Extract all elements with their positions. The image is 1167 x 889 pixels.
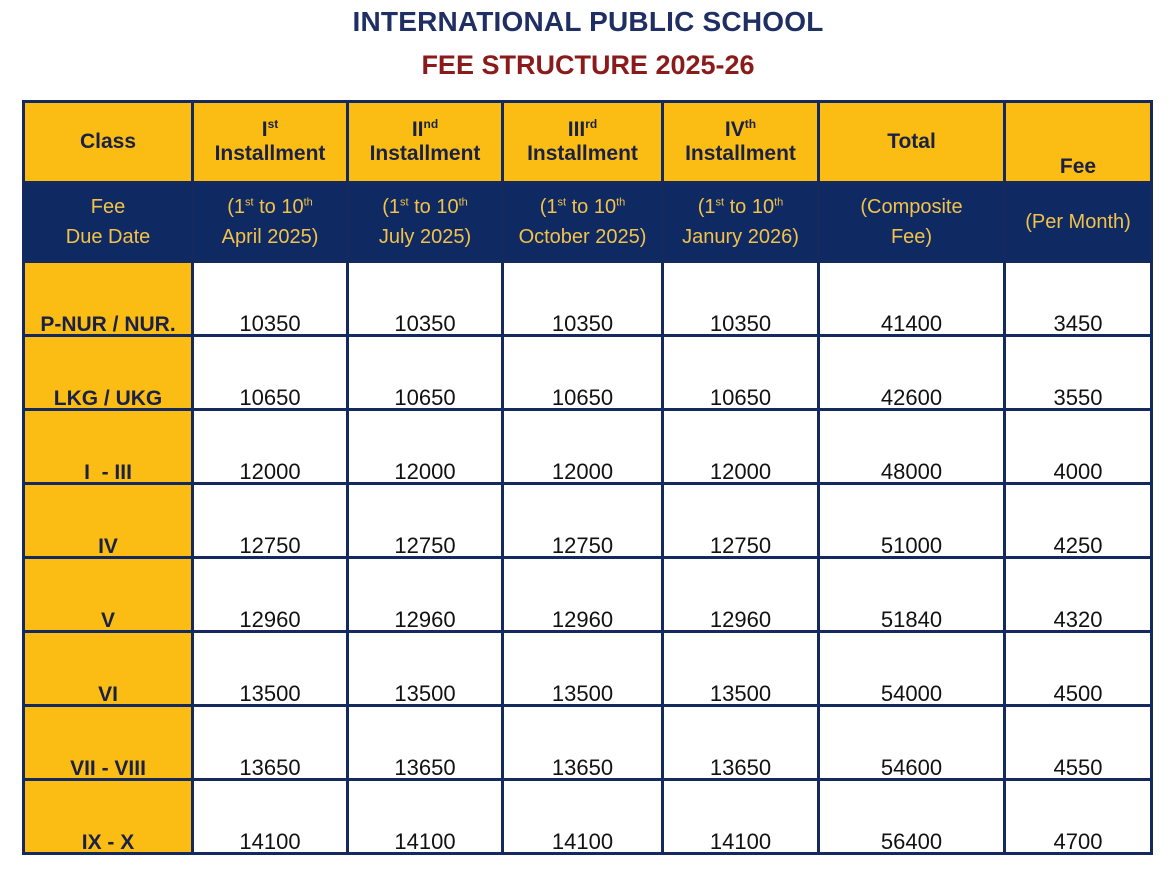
- table-row: [24, 558, 1152, 632]
- table-row: [24, 336, 1152, 410]
- second-installment-amount: 12750: [348, 484, 503, 558]
- monthly-fee: 4700: [1005, 780, 1152, 854]
- first-installment-amount: 14100: [193, 780, 348, 854]
- class-name: VII - VIII: [24, 706, 193, 780]
- fourth-installment-header: IVth Installment: [663, 102, 819, 183]
- fourth-installment-amount: 12960: [663, 558, 819, 632]
- total-amount: 51840: [819, 558, 1005, 632]
- fee-table: [22, 100, 1153, 855]
- class-name: V: [24, 558, 193, 632]
- total-amount: 54600: [819, 706, 1005, 780]
- third-installment-amount: 10350: [503, 262, 663, 336]
- class-name: I - III: [24, 410, 193, 484]
- second-installment-amount: 13650: [348, 706, 503, 780]
- table-row: [24, 780, 1152, 854]
- fourth-installment-due: (1st to 10th Janury 2026): [663, 183, 819, 262]
- fourth-installment-amount: 10650: [663, 336, 819, 410]
- class-name: P-NUR / NUR.: [24, 262, 193, 336]
- third-installment-amount: 10650: [503, 336, 663, 410]
- fee-per-month-note: (Per Month): [1005, 183, 1152, 262]
- monthly-fee: 4250: [1005, 484, 1152, 558]
- table-row: [24, 706, 1152, 780]
- total-amount: 42600: [819, 336, 1005, 410]
- third-installment-amount: 14100: [503, 780, 663, 854]
- second-installment-header: IInd Installment: [348, 102, 503, 183]
- monthly-fee: 4000: [1005, 410, 1152, 484]
- fourth-installment-amount: 13650: [663, 706, 819, 780]
- first-installment-header: Ist Installment: [193, 102, 348, 183]
- header-row: [24, 102, 1152, 183]
- second-installment-due: (1st to 10th July 2025): [348, 183, 503, 262]
- total-amount: 48000: [819, 410, 1005, 484]
- third-installment-amount: 12960: [503, 558, 663, 632]
- third-installment-amount: 13500: [503, 632, 663, 706]
- monthly-fee: 3450: [1005, 262, 1152, 336]
- first-installment-due: (1st to 10th April 2025): [193, 183, 348, 262]
- monthly-fee: 4550: [1005, 706, 1152, 780]
- fourth-installment-amount: 12750: [663, 484, 819, 558]
- third-installment-amount: 12000: [503, 410, 663, 484]
- fourth-installment-amount: 14100: [663, 780, 819, 854]
- first-installment-amount: 12000: [193, 410, 348, 484]
- table-row: [24, 262, 1152, 336]
- class-name: VI: [24, 632, 193, 706]
- second-installment-amount: 13500: [348, 632, 503, 706]
- total-amount: 54000: [819, 632, 1005, 706]
- class-header: Class: [24, 102, 193, 183]
- table-row: [24, 632, 1152, 706]
- second-installment-amount: 12000: [348, 410, 503, 484]
- due-date-row: [24, 183, 1152, 262]
- third-installment-header: IIIrd Installment: [503, 102, 663, 183]
- first-installment-amount: 13500: [193, 632, 348, 706]
- first-installment-amount: 10350: [193, 262, 348, 336]
- fourth-installment-amount: 12000: [663, 410, 819, 484]
- third-installment-due: (1st to 10th October 2025): [503, 183, 663, 262]
- monthly-fee: 4320: [1005, 558, 1152, 632]
- total-amount: 51000: [819, 484, 1005, 558]
- total-amount: 41400: [819, 262, 1005, 336]
- third-installment-amount: 12750: [503, 484, 663, 558]
- first-installment-amount: 13650: [193, 706, 348, 780]
- class-name: IV: [24, 484, 193, 558]
- second-installment-amount: 14100: [348, 780, 503, 854]
- fourth-installment-amount: 10350: [663, 262, 819, 336]
- second-installment-amount: 10350: [348, 262, 503, 336]
- class-name: IX - X: [24, 780, 193, 854]
- table-row: [24, 410, 1152, 484]
- class-name: LKG / UKG: [24, 336, 193, 410]
- second-installment-amount: 10650: [348, 336, 503, 410]
- first-installment-amount: 12750: [193, 484, 348, 558]
- first-installment-amount: 10650: [193, 336, 348, 410]
- fee-header: Fee: [1005, 102, 1152, 183]
- total-header: Total: [819, 102, 1005, 183]
- fourth-installment-amount: 13500: [663, 632, 819, 706]
- due-date-label: Fee Due Date: [24, 183, 193, 262]
- school-title: INTERNATIONAL PUBLIC SCHOOL: [352, 6, 824, 37]
- fee-structure-title: FEE STRUCTURE 2025-26: [421, 50, 755, 80]
- monthly-fee: 4500: [1005, 632, 1152, 706]
- total-composite-note: (Composite Fee): [819, 183, 1005, 262]
- table-row: [24, 484, 1152, 558]
- third-installment-amount: 13650: [503, 706, 663, 780]
- second-installment-amount: 12960: [348, 558, 503, 632]
- monthly-fee: 3550: [1005, 336, 1152, 410]
- first-installment-amount: 12960: [193, 558, 348, 632]
- total-amount: 56400: [819, 780, 1005, 854]
